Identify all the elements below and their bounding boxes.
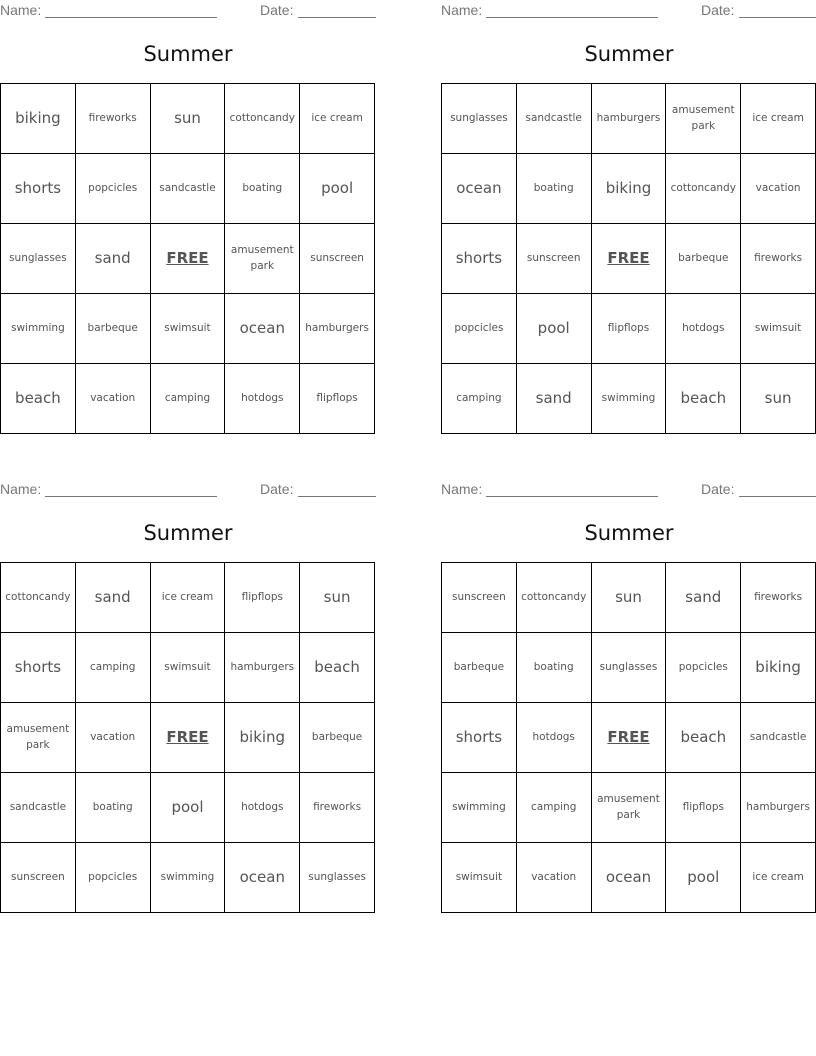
card-header [0,481,376,499]
bingo-cell: swimming [151,843,226,913]
bingo-grid [441,562,816,913]
bingo-cell: ocean [592,843,667,913]
card-title: Summer [584,521,674,545]
bingo-cell: pool [300,154,375,224]
bingo-cell: ice cream [300,84,375,154]
card-header [441,481,816,499]
bingo-cell: amusement park [1,703,76,773]
date-line [298,496,376,497]
bingo-cell: sand [666,563,741,633]
bingo-cell: swimsuit [741,294,816,364]
bingo-cell: hamburgers [592,84,667,154]
free-cell: FREE [592,224,667,294]
bingo-cell: biking [225,703,300,773]
date-line [298,17,376,18]
bingo-cell: sunscreen [300,224,375,294]
bingo-cell: sandcastle [1,773,76,843]
bingo-cell: camping [151,364,226,434]
bingo-cell: barbeque [300,703,375,773]
bingo-cell: swimming [1,294,76,364]
date-label: Date: [701,2,735,18]
bingo-cell: sunscreen [517,224,592,294]
bingo-cell: hamburgers [741,773,816,843]
bingo-cell: sandcastle [517,84,592,154]
bingo-cell: camping [76,633,151,703]
date-label: Date: [260,2,294,18]
name-label: Name: [0,481,42,497]
bingo-cell: barbeque [666,224,741,294]
name-label: Name: [441,481,483,497]
bingo-cell: sunscreen [1,843,76,913]
bingo-grid [0,83,375,434]
bingo-cell: biking [1,84,76,154]
bingo-cell: swimsuit [442,843,517,913]
bingo-cell: swimsuit [151,294,226,364]
bingo-cell: cottoncandy [517,563,592,633]
bingo-cell: amusement park [225,224,300,294]
name-line [45,496,217,497]
bingo-cell: cottoncandy [666,154,741,224]
bingo-cell: hotdogs [225,773,300,843]
bingo-cell: pool [151,773,226,843]
card-title: Summer [143,42,233,66]
bingo-cell: amusement park [666,84,741,154]
bingo-cell: sandcastle [741,703,816,773]
free-cell: FREE [151,224,226,294]
bingo-cell: shorts [1,154,76,224]
bingo-cell: sand [517,364,592,434]
name-label: Name: [441,2,483,18]
bingo-cell: biking [741,633,816,703]
date-label: Date: [701,481,735,497]
bingo-cell: cottoncandy [225,84,300,154]
name-line [486,496,658,497]
bingo-cell: ice cream [741,84,816,154]
bingo-grid [0,562,375,913]
bingo-cell: hamburgers [300,294,375,364]
bingo-cell: pool [517,294,592,364]
bingo-cell: popcicles [442,294,517,364]
bingo-cell: flipflops [666,773,741,843]
bingo-cell: ice cream [741,843,816,913]
bingo-cell: ocean [442,154,517,224]
bingo-cell: hotdogs [666,294,741,364]
bingo-cell: camping [442,364,517,434]
bingo-cell: boating [76,773,151,843]
bingo-cell: flipflops [592,294,667,364]
name-line [45,17,217,18]
bingo-cell: ocean [225,294,300,364]
bingo-cell: hotdogs [225,364,300,434]
bingo-cell: boating [225,154,300,224]
card-header [0,2,376,20]
bingo-cell: vacation [741,154,816,224]
bingo-cell: amusement park [592,773,667,843]
bingo-cell: shorts [1,633,76,703]
bingo-cell: flipflops [300,364,375,434]
bingo-cell: beach [300,633,375,703]
bingo-cell: beach [666,703,741,773]
bingo-cell: popcicles [76,843,151,913]
bingo-cell: shorts [442,224,517,294]
name-label: Name: [0,2,42,18]
bingo-grid [441,83,816,434]
bingo-cell: hamburgers [225,633,300,703]
bingo-cell: fireworks [300,773,375,843]
bingo-cell: boating [517,633,592,703]
bingo-cell: sun [151,84,226,154]
date-label: Date: [260,481,294,497]
bingo-cell: swimsuit [151,633,226,703]
bingo-cell: biking [592,154,667,224]
bingo-cell: shorts [442,703,517,773]
bingo-cell: sun [300,563,375,633]
card-header [441,2,816,20]
bingo-cell: sunglasses [1,224,76,294]
bingo-cell: swimming [442,773,517,843]
bingo-cell: fireworks [76,84,151,154]
bingo-cell: hotdogs [517,703,592,773]
bingo-cell: popcicles [666,633,741,703]
bingo-cell: sand [76,563,151,633]
free-cell: FREE [151,703,226,773]
bingo-cell: sunglasses [592,633,667,703]
bingo-cell: barbeque [442,633,517,703]
bingo-cell: fireworks [741,224,816,294]
date-line [739,496,816,497]
bingo-cell: flipflops [225,563,300,633]
card-title: Summer [143,521,233,545]
bingo-cell: sunscreen [442,563,517,633]
bingo-cell: vacation [76,364,151,434]
bingo-cell: ocean [225,843,300,913]
bingo-cell: sunglasses [300,843,375,913]
bingo-cell: beach [1,364,76,434]
bingo-cell: sun [741,364,816,434]
bingo-cell: ice cream [151,563,226,633]
bingo-cell: vacation [76,703,151,773]
bingo-cell: cottoncandy [1,563,76,633]
bingo-cell: pool [666,843,741,913]
date-line [739,17,816,18]
bingo-cell: fireworks [741,563,816,633]
bingo-cell: beach [666,364,741,434]
bingo-cell: camping [517,773,592,843]
bingo-cell: swimming [592,364,667,434]
free-cell: FREE [592,703,667,773]
name-line [486,17,658,18]
bingo-cell: boating [517,154,592,224]
bingo-cell: popcicles [76,154,151,224]
bingo-cell: vacation [517,843,592,913]
bingo-cell: sun [592,563,667,633]
bingo-cell: sand [76,224,151,294]
bingo-cell: sandcastle [151,154,226,224]
bingo-cell: sunglasses [442,84,517,154]
card-title: Summer [584,42,674,66]
bingo-cell: barbeque [76,294,151,364]
